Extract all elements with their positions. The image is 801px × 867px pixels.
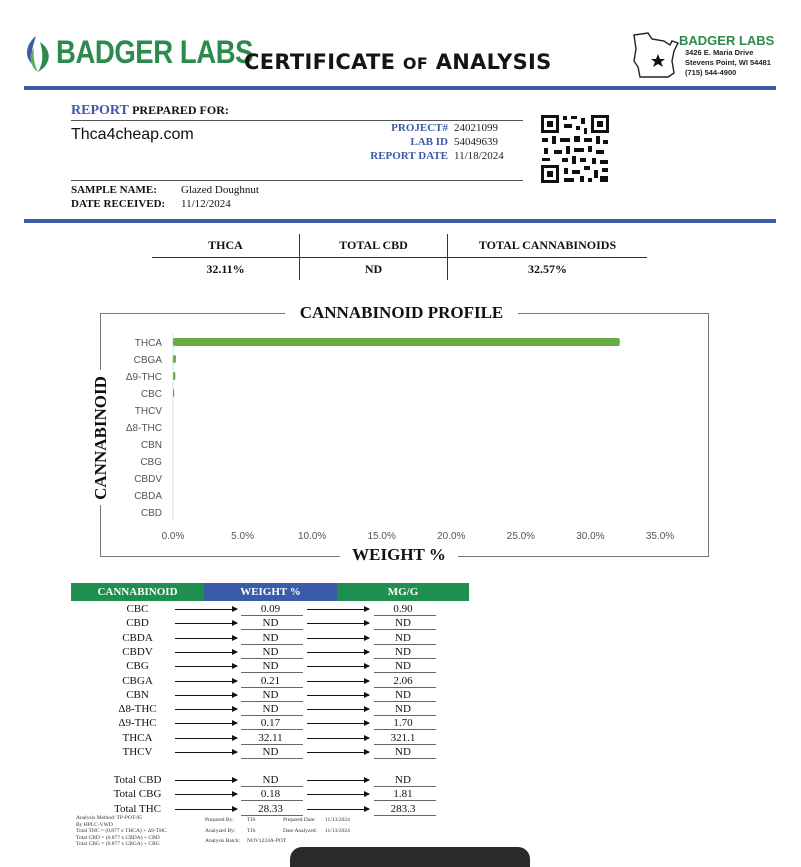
dates-info: Prepared Date: 11/13/2024 Date Analyzed: 11/13/2024 xyxy=(283,817,350,834)
weight-value: 32.11 xyxy=(258,731,283,744)
chart-x-tick-label: 25.0% xyxy=(506,531,536,542)
table-row xyxy=(71,602,469,616)
mgg-value: ND xyxy=(395,631,411,644)
table-row xyxy=(71,773,469,787)
table-row xyxy=(71,659,469,673)
weight-value: ND xyxy=(262,774,279,786)
chart-category-label: THCV xyxy=(134,406,162,417)
arrow-icon xyxy=(307,738,369,739)
chart-bar xyxy=(173,389,174,397)
cannabinoid-name: CBN xyxy=(126,688,149,701)
cannabinoid-name: THCA xyxy=(122,731,153,744)
prepared-by-info: Prepared By: TJS Analyzed By: TJS Analysis Batch: NOV1224A-POT xyxy=(205,817,287,844)
arrow-icon xyxy=(175,681,237,682)
arrow-icon xyxy=(175,752,237,753)
weight-value: ND xyxy=(262,631,279,644)
mgg-value: 1.81 xyxy=(393,788,413,801)
table-row xyxy=(71,802,469,816)
summary-cbd-label: TOTAL CBD xyxy=(339,238,408,252)
table-row xyxy=(71,688,469,702)
weight-value: ND xyxy=(262,746,279,758)
lab-name: BADGER LABS xyxy=(679,33,775,48)
cell-underline xyxy=(374,758,436,759)
table-row xyxy=(71,645,469,659)
arrow-icon xyxy=(307,695,369,696)
logo-wordmark: BADGER LABS xyxy=(56,34,254,70)
cannabinoid-name: CBDA xyxy=(122,631,153,644)
weight-value: 0.18 xyxy=(260,788,281,801)
arrow-icon xyxy=(175,809,237,810)
arrow-icon xyxy=(175,638,237,639)
chart-category-label: CBN xyxy=(140,440,162,451)
cannabinoid-name: CBG xyxy=(126,660,149,673)
chart-x-tick-label: 35.0% xyxy=(645,531,675,542)
date-received-row: DATE RECEIVED: 11/12/2024 xyxy=(71,198,231,210)
mgg-value: ND xyxy=(395,617,411,630)
mgg-value: 1.70 xyxy=(393,717,413,730)
cannabinoid-name: CBD xyxy=(126,617,149,630)
cannabinoid-name: CBC xyxy=(126,603,149,615)
summary-total-value: 32.57% xyxy=(528,262,567,276)
arrow-icon xyxy=(307,623,369,624)
lab-id: LAB ID 54049639 xyxy=(410,136,498,148)
cannabinoid-name: Total THC xyxy=(114,802,161,815)
table-row xyxy=(71,787,469,801)
weight-value: ND xyxy=(262,703,279,716)
cannabinoid-name: Total CBD xyxy=(113,774,162,786)
chart-category-label: CBDV xyxy=(134,474,162,485)
arrow-icon xyxy=(307,752,369,753)
arrow-icon xyxy=(175,609,237,610)
mgg-value: ND xyxy=(395,645,411,658)
mgg-value: 283.3 xyxy=(390,802,416,815)
table-row xyxy=(71,716,469,730)
cannabinoid-name: CBGA xyxy=(122,674,153,687)
summary-cbd-value: ND xyxy=(364,262,383,276)
table-row xyxy=(71,616,469,630)
cannabinoid-name: Total CBG xyxy=(113,788,162,801)
arrow-icon xyxy=(175,666,237,667)
viewer-toolbar[interactable] xyxy=(290,847,530,867)
mgg-value: ND xyxy=(395,660,411,673)
summary-thca-value: 32.11% xyxy=(206,262,245,276)
weight-value: ND xyxy=(262,617,279,630)
project-number: PROJECT# 24021099 xyxy=(391,122,498,134)
summary-total-label: TOTAL CANNABINOIDS xyxy=(478,238,617,252)
weight-value: ND xyxy=(262,688,279,701)
arrow-icon xyxy=(307,794,369,795)
arrow-icon xyxy=(175,780,237,781)
chart-x-tick-label: 30.0% xyxy=(576,531,605,542)
arrow-icon xyxy=(175,723,237,724)
weight-value: 0.17 xyxy=(260,717,281,730)
weight-value: 0.21 xyxy=(260,674,281,687)
chart-category-label: CBG xyxy=(140,457,162,468)
sample-name-row: SAMPLE NAME: Glazed Doughnut xyxy=(71,184,259,196)
chart-y-axis-title: CANNABINOID xyxy=(91,376,110,500)
arrow-icon xyxy=(307,709,369,710)
document-title: CERTIFICATE OF ANALYSIS xyxy=(244,50,552,74)
arrow-icon xyxy=(175,709,237,710)
lab-address: 3426 E. Maria Drive Stevens Point, WI 54481 (715) 544-4900 xyxy=(685,48,771,77)
chart-bar xyxy=(173,338,620,346)
weight-value: 0.09 xyxy=(260,603,281,615)
chart-bar xyxy=(173,355,176,363)
chart-bar xyxy=(173,372,175,380)
arrow-icon xyxy=(175,695,237,696)
weight-value: 28.33 xyxy=(258,802,283,815)
arrow-icon xyxy=(307,723,369,724)
table-header-cannabinoid: CANNABINOID xyxy=(71,583,204,601)
chart-category-label: CBC xyxy=(140,389,162,400)
mgg-value: ND xyxy=(395,746,411,758)
chart-category-label: CBD xyxy=(140,508,162,519)
chart-category-label: THCA xyxy=(134,338,162,349)
chart-x-tick-label: 10.0% xyxy=(297,531,327,542)
arrow-icon xyxy=(307,666,369,667)
mgg-value: ND xyxy=(395,688,411,701)
arrow-icon xyxy=(307,780,369,781)
report-prepared-for-label: REPORT PREPARED FOR: xyxy=(71,103,229,118)
arrow-icon xyxy=(307,609,369,610)
chart-category-label: Δ9-THC xyxy=(125,372,162,383)
cannabinoid-name: CBDV xyxy=(122,645,153,658)
chart-category-label: CBDA xyxy=(134,491,162,502)
arrow-icon xyxy=(175,623,237,624)
table-row xyxy=(71,745,469,759)
weight-value: ND xyxy=(262,660,279,673)
table-row xyxy=(71,631,469,645)
cannabinoid-name: Δ9-THC xyxy=(118,717,157,730)
chart-x-tick-label: 0.0% xyxy=(161,531,185,542)
client-name: Thca4cheap.com xyxy=(71,126,194,143)
table-header-weight: WEIGHT % xyxy=(204,583,337,601)
chart-title: CANNABINOID PROFILE xyxy=(299,303,504,322)
chart-x-tick-label: 20.0% xyxy=(437,531,466,542)
table-row xyxy=(71,674,469,688)
analysis-method-notes: Analysis Method: TP-POT-05 By HPLC-VWD Total THC = (0.877 x THCA) + Δ9-THC Total CBD = (0.877 x CBDA) + CBD Total CBG = (0.877 x CBGA) + CBG xyxy=(76,815,167,847)
arrow-icon xyxy=(175,738,237,739)
arrow-icon xyxy=(175,652,237,653)
chart-category-label: CBGA xyxy=(133,355,162,366)
cell-underline xyxy=(241,758,303,759)
cannabinoid-name: THCV xyxy=(122,746,153,758)
chart-x-tick-label: 15.0% xyxy=(367,531,396,542)
cell-underline xyxy=(374,815,436,816)
table-row xyxy=(71,731,469,745)
arrow-icon xyxy=(307,638,369,639)
table-header-mgg: MG/G xyxy=(337,583,469,601)
mgg-value: 2.06 xyxy=(393,674,413,687)
chart-category-label: Δ8-THC xyxy=(125,423,162,434)
mgg-value: ND xyxy=(395,703,411,716)
chart-x-tick-label: 5.0% xyxy=(231,531,254,542)
mgg-value: 0.90 xyxy=(393,603,413,615)
chart-x-axis-title: WEIGHT % xyxy=(352,545,446,564)
summary-thca-label: THCA xyxy=(208,238,243,252)
cell-underline xyxy=(241,815,303,816)
table-row xyxy=(71,702,469,716)
arrow-icon xyxy=(307,809,369,810)
arrow-icon xyxy=(307,681,369,682)
arrow-icon xyxy=(307,652,369,653)
arrow-icon xyxy=(175,794,237,795)
mgg-value: 321.1 xyxy=(390,731,416,744)
mgg-value: ND xyxy=(395,774,411,786)
report-date: REPORT DATE 11/18/2024 xyxy=(370,150,504,162)
cannabinoid-name: Δ8-THC xyxy=(118,703,157,716)
weight-value: ND xyxy=(262,645,279,658)
